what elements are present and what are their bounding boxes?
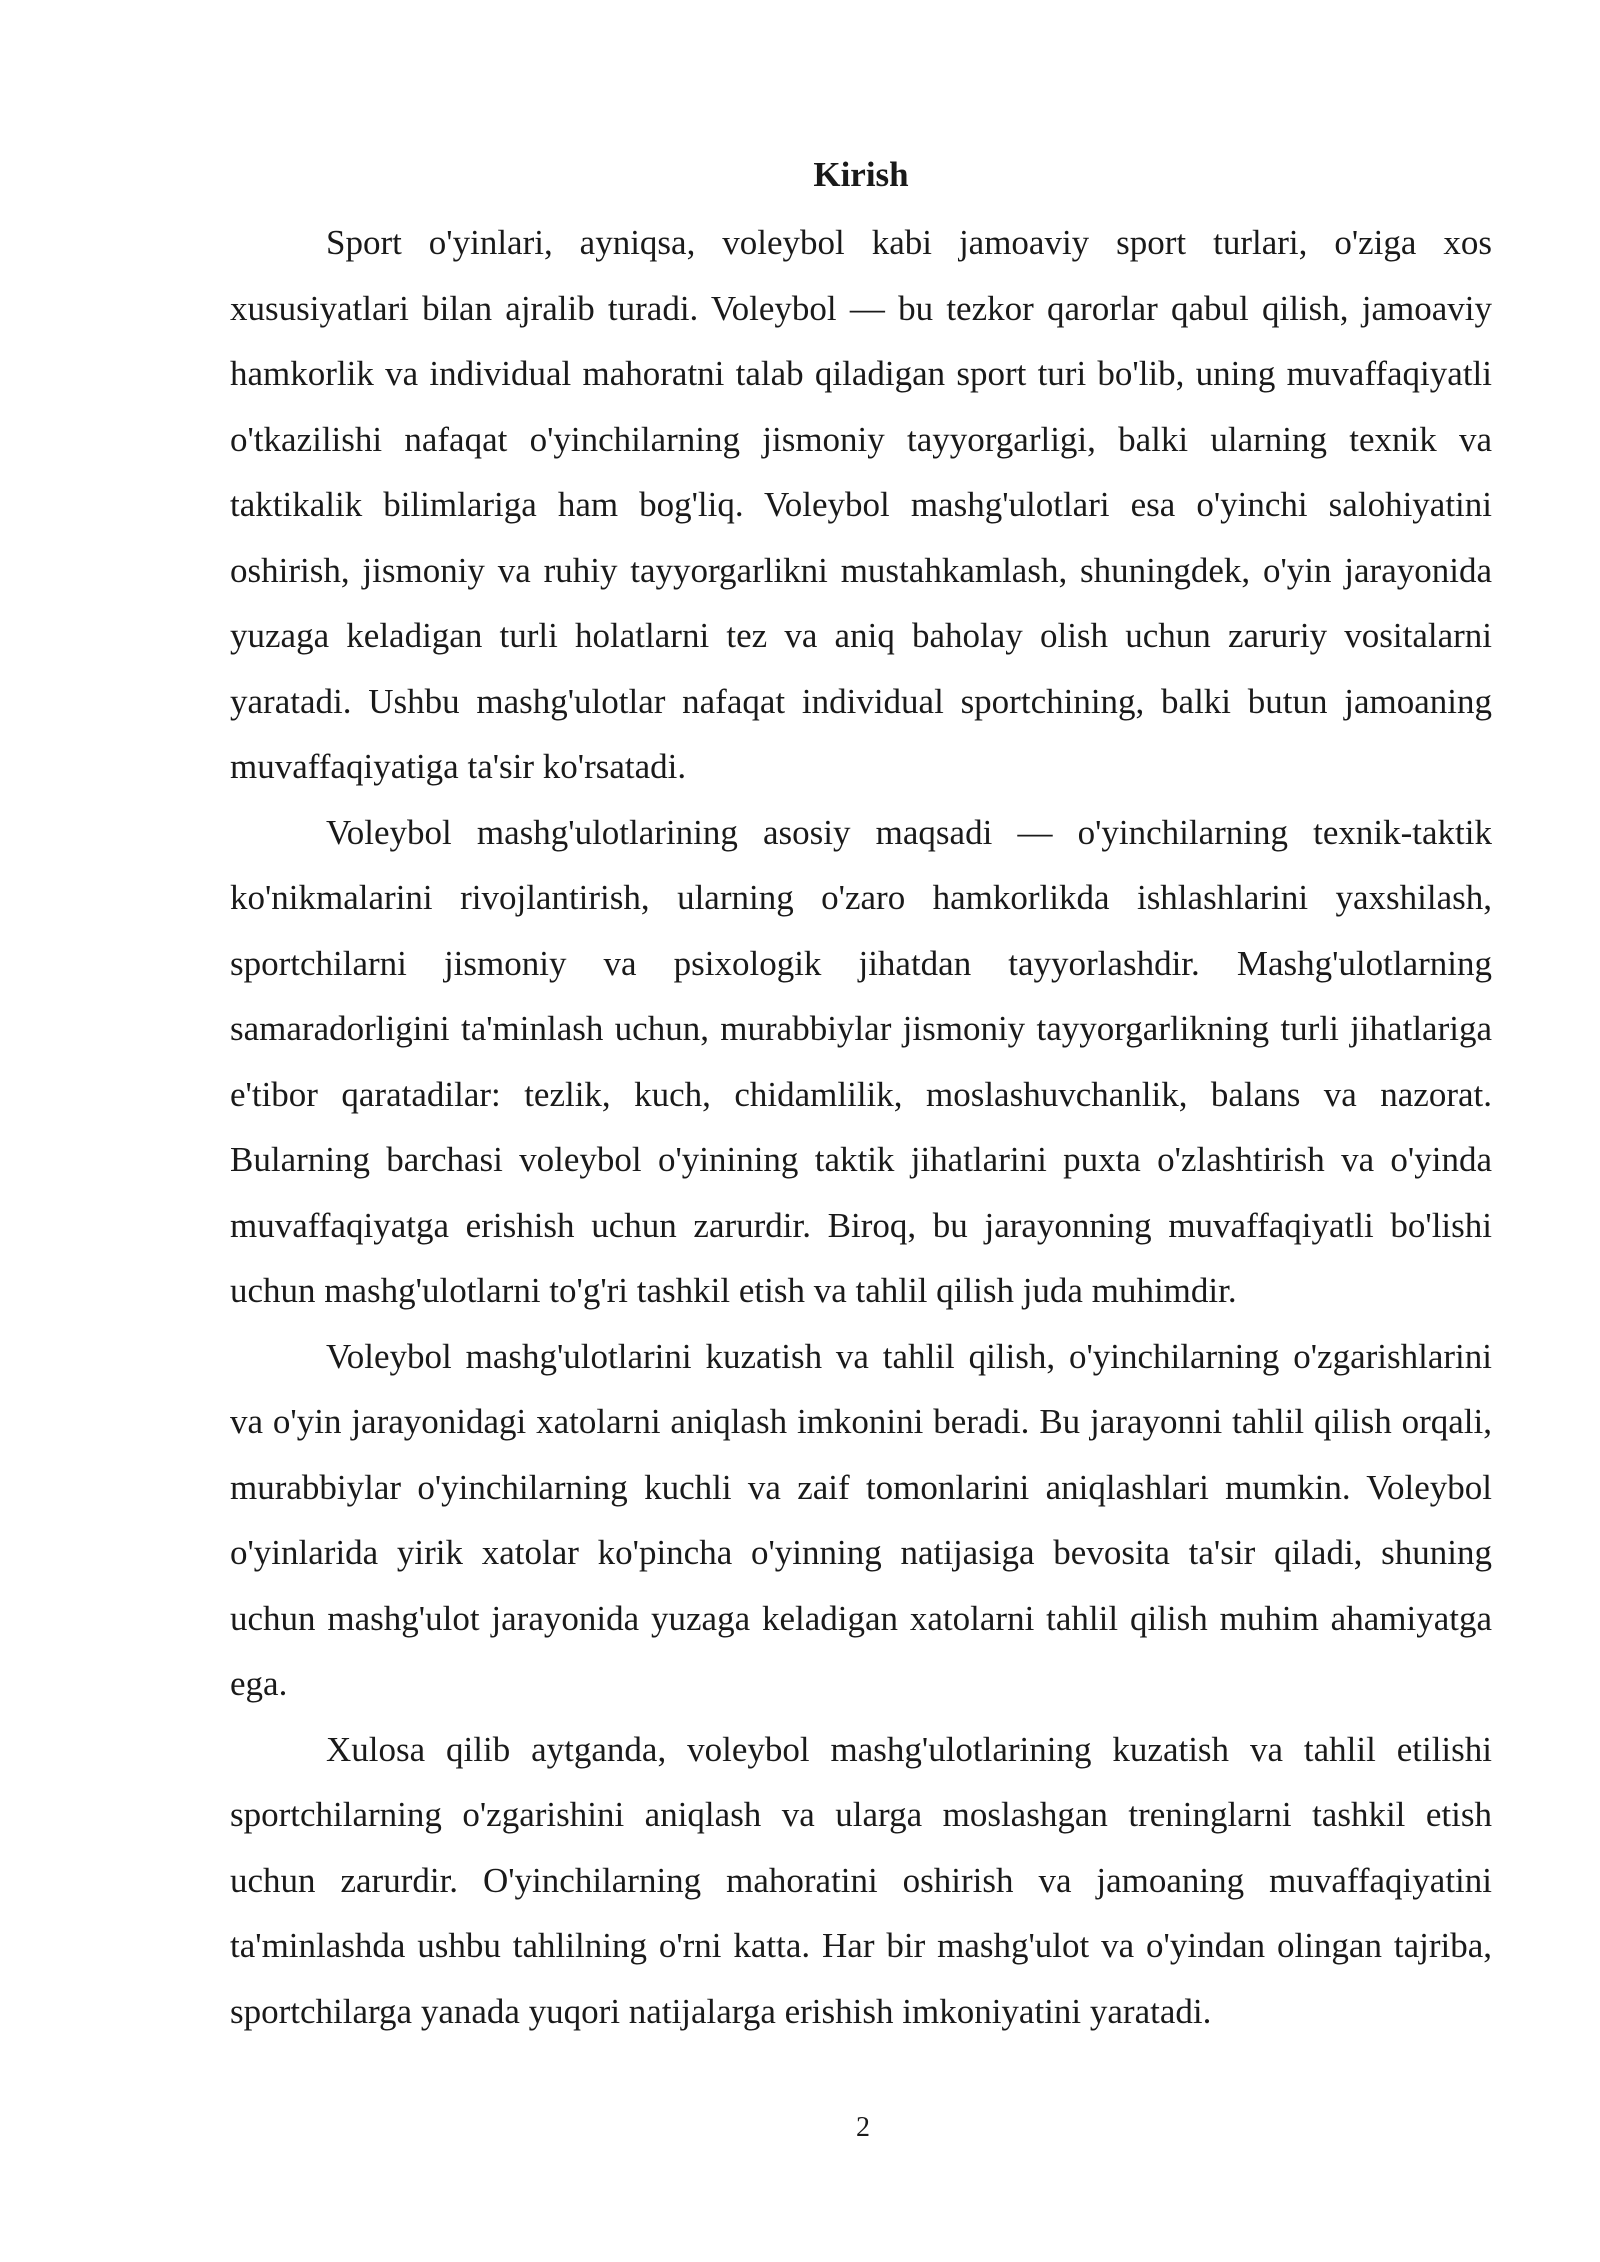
paragraph: Voleybol mashg'ulotlarining asosiy maqsadi — o'yinchilarning texnik-taktik ko'nikmalarini rivojlantirish, ularning o'zaro hamkorlikda ishlashlarini yaxshilash, sportchilarni jismoniy va psixologik jihatdan tayyorlashdir. Mashg'ulotlarning samaradorligini ta'minlash uchun, murabbiylar jismoniy tayyorgarlikning turli jihatlariga e'tibor qaratadilar: tezlik, kuch, chidamlilik, moslashuvchanlik, balans va nazorat. Bularning barchasi voleybol o'yinining taktik jihatlarini puxta o'zlashtirish va o'yinda muvaffaqiyatga erishish uchun zarurdir. Biroq, bu jarayonning muvaffaqiyatli bo'lishi uchun mashg'ulotlarni to'g'ri tashkil etish va tahlil qilish juda muhimdir. (230, 812, 1492, 1310)
page-content (230, 148, 1492, 2044)
page-title: Kirish (813, 155, 909, 194)
paragraph: Voleybol mashg'ulotlarini kuzatish va tahlil qilish, o'yinchilarning o'zgarishlarini va o'yin jarayonidagi xatolarni aniqlash imkonini beradi. Bu jarayonni tahlil qilish orqali, murabbiylar o'yinchilarning kuchli va zaif tomonlarini aniqlashlari mumkin. Voleybol o'yinlarida yirik xatolar ko'pincha o'yinning natijasiga bevosita ta'sir qiladi, shuning uchun mashg'ulot jarayonida yuzaga keladigan xatolarni tahlil qilish muhim ahamiyatga ega. (230, 1336, 1492, 1703)
page-number: 2 (856, 2112, 870, 2143)
paragraph: Xulosa qilib aytganda, voleybol mashg'ulotlarining kuzatish va tahlil etilishi sportchilarning o'zgarishini aniqlash va ularga moslashgan treninglarni tashkil etish uchun zarurdir. O'yinchilarning mahoratini oshirish va jamoaning muvaffaqiyatini ta'minlashda ushbu tahlilning o'rni katta. Har bir mashg'ulot va o'yindan olingan tajriba, sportchilarga yanada yuqori natijalarga erishish imkoniyatini yaratadi. (230, 1729, 1492, 2031)
paragraph: Sport o'yinlari, ayniqsa, voleybol kabi jamoaviy sport turlari, o'ziga xos xususiyatlari bilan ajralib turadi. Voleybol — bu tezkor qarorlar qabul qilish, jamoaviy hamkorlik va individual mahoratni talab qiladigan sport turi bo'lib, uning muvaffaqiyatli o'tkazilishi nafaqat o'yinchilarning jismoniy tayyorgarligi, balki ularning texnik va taktikalik bilimlariga ham bog'liq. Voleybol mashg'ulotlari esa o'yinchi salohiyatini oshirish, jismoniy va ruhiy tayyorgarlikni mustahkamlash, shuningdek, o'yin jarayonida yuzaga keladigan turli holatlarni tez va aniq baholay olish uchun zaruriy vositalarni yaratadi. Ushbu mashg'ulotlar nafaqat individual sportchining, balki butun jamoaning muvaffaqiyatiga ta'sir ko'rsatadi. (230, 223, 1492, 786)
